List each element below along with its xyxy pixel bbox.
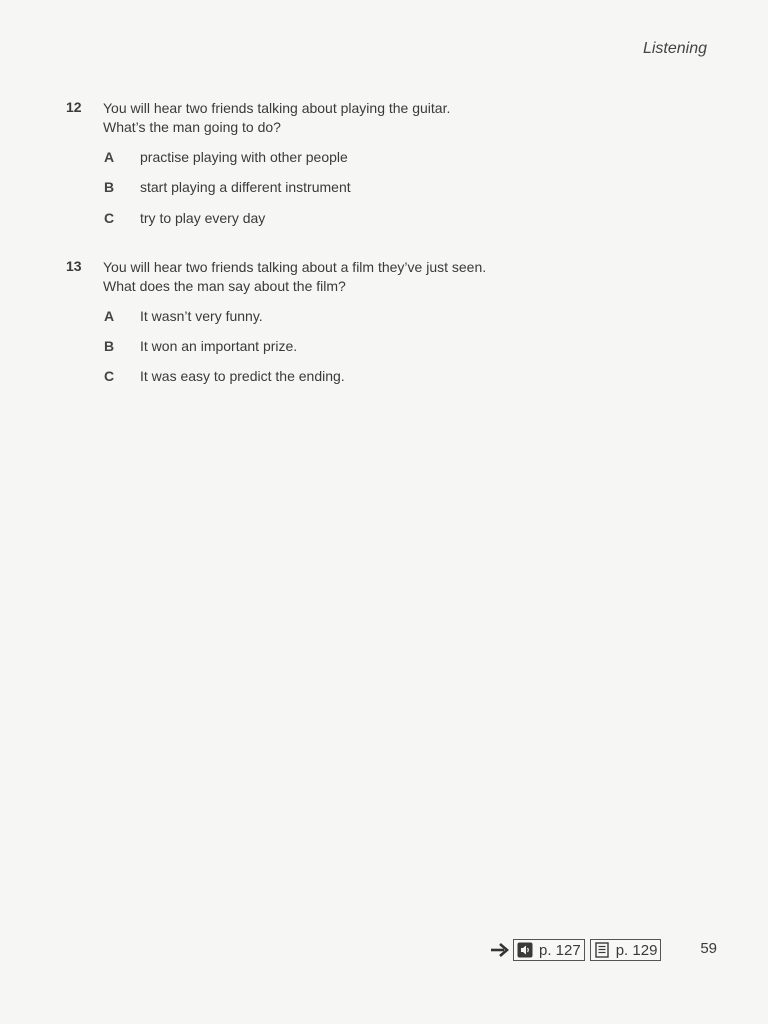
option-text: It won an important prize.: [140, 338, 298, 354]
option-text: It wasn’t very funny.: [140, 308, 263, 324]
question-text-line: What’s the man going to do?: [103, 119, 281, 135]
speaker-icon: [517, 942, 533, 958]
option-letter: B: [104, 179, 115, 195]
option-letter: A: [104, 149, 115, 165]
option-text: practise playing with other people: [140, 149, 348, 165]
footer-references: [490, 938, 666, 962]
question-text: [103, 99, 603, 137]
reference-audioscript[interactable]: [513, 939, 585, 961]
page-number: 59: [700, 940, 717, 957]
arrow-right-icon: [490, 942, 510, 958]
section-title: Listening: [642, 40, 707, 57]
option-letter: C: [104, 210, 115, 226]
option-letter: A: [104, 308, 115, 324]
question-number: 13: [66, 258, 82, 274]
question-number: 12: [66, 99, 82, 115]
reference-label: p. 127: [539, 941, 581, 959]
option-text: try to play every day: [140, 210, 266, 226]
question-text-line: You will hear two friends talking about a film they’ve just seen.: [103, 259, 487, 275]
option-text: start playing a different instrument: [140, 179, 351, 195]
option-letter: C: [104, 368, 115, 384]
option-letter: B: [104, 338, 115, 354]
question-text-line: What does the man say about the film?: [103, 278, 346, 294]
option-text: It was easy to predict the ending.: [140, 368, 345, 384]
question-text: [103, 258, 603, 296]
question-text-line: You will hear two friends talking about playing the guitar.: [103, 100, 451, 116]
reference-answer-key[interactable]: [590, 939, 662, 961]
document-icon: [594, 942, 610, 958]
reference-label: p. 129: [615, 941, 658, 959]
